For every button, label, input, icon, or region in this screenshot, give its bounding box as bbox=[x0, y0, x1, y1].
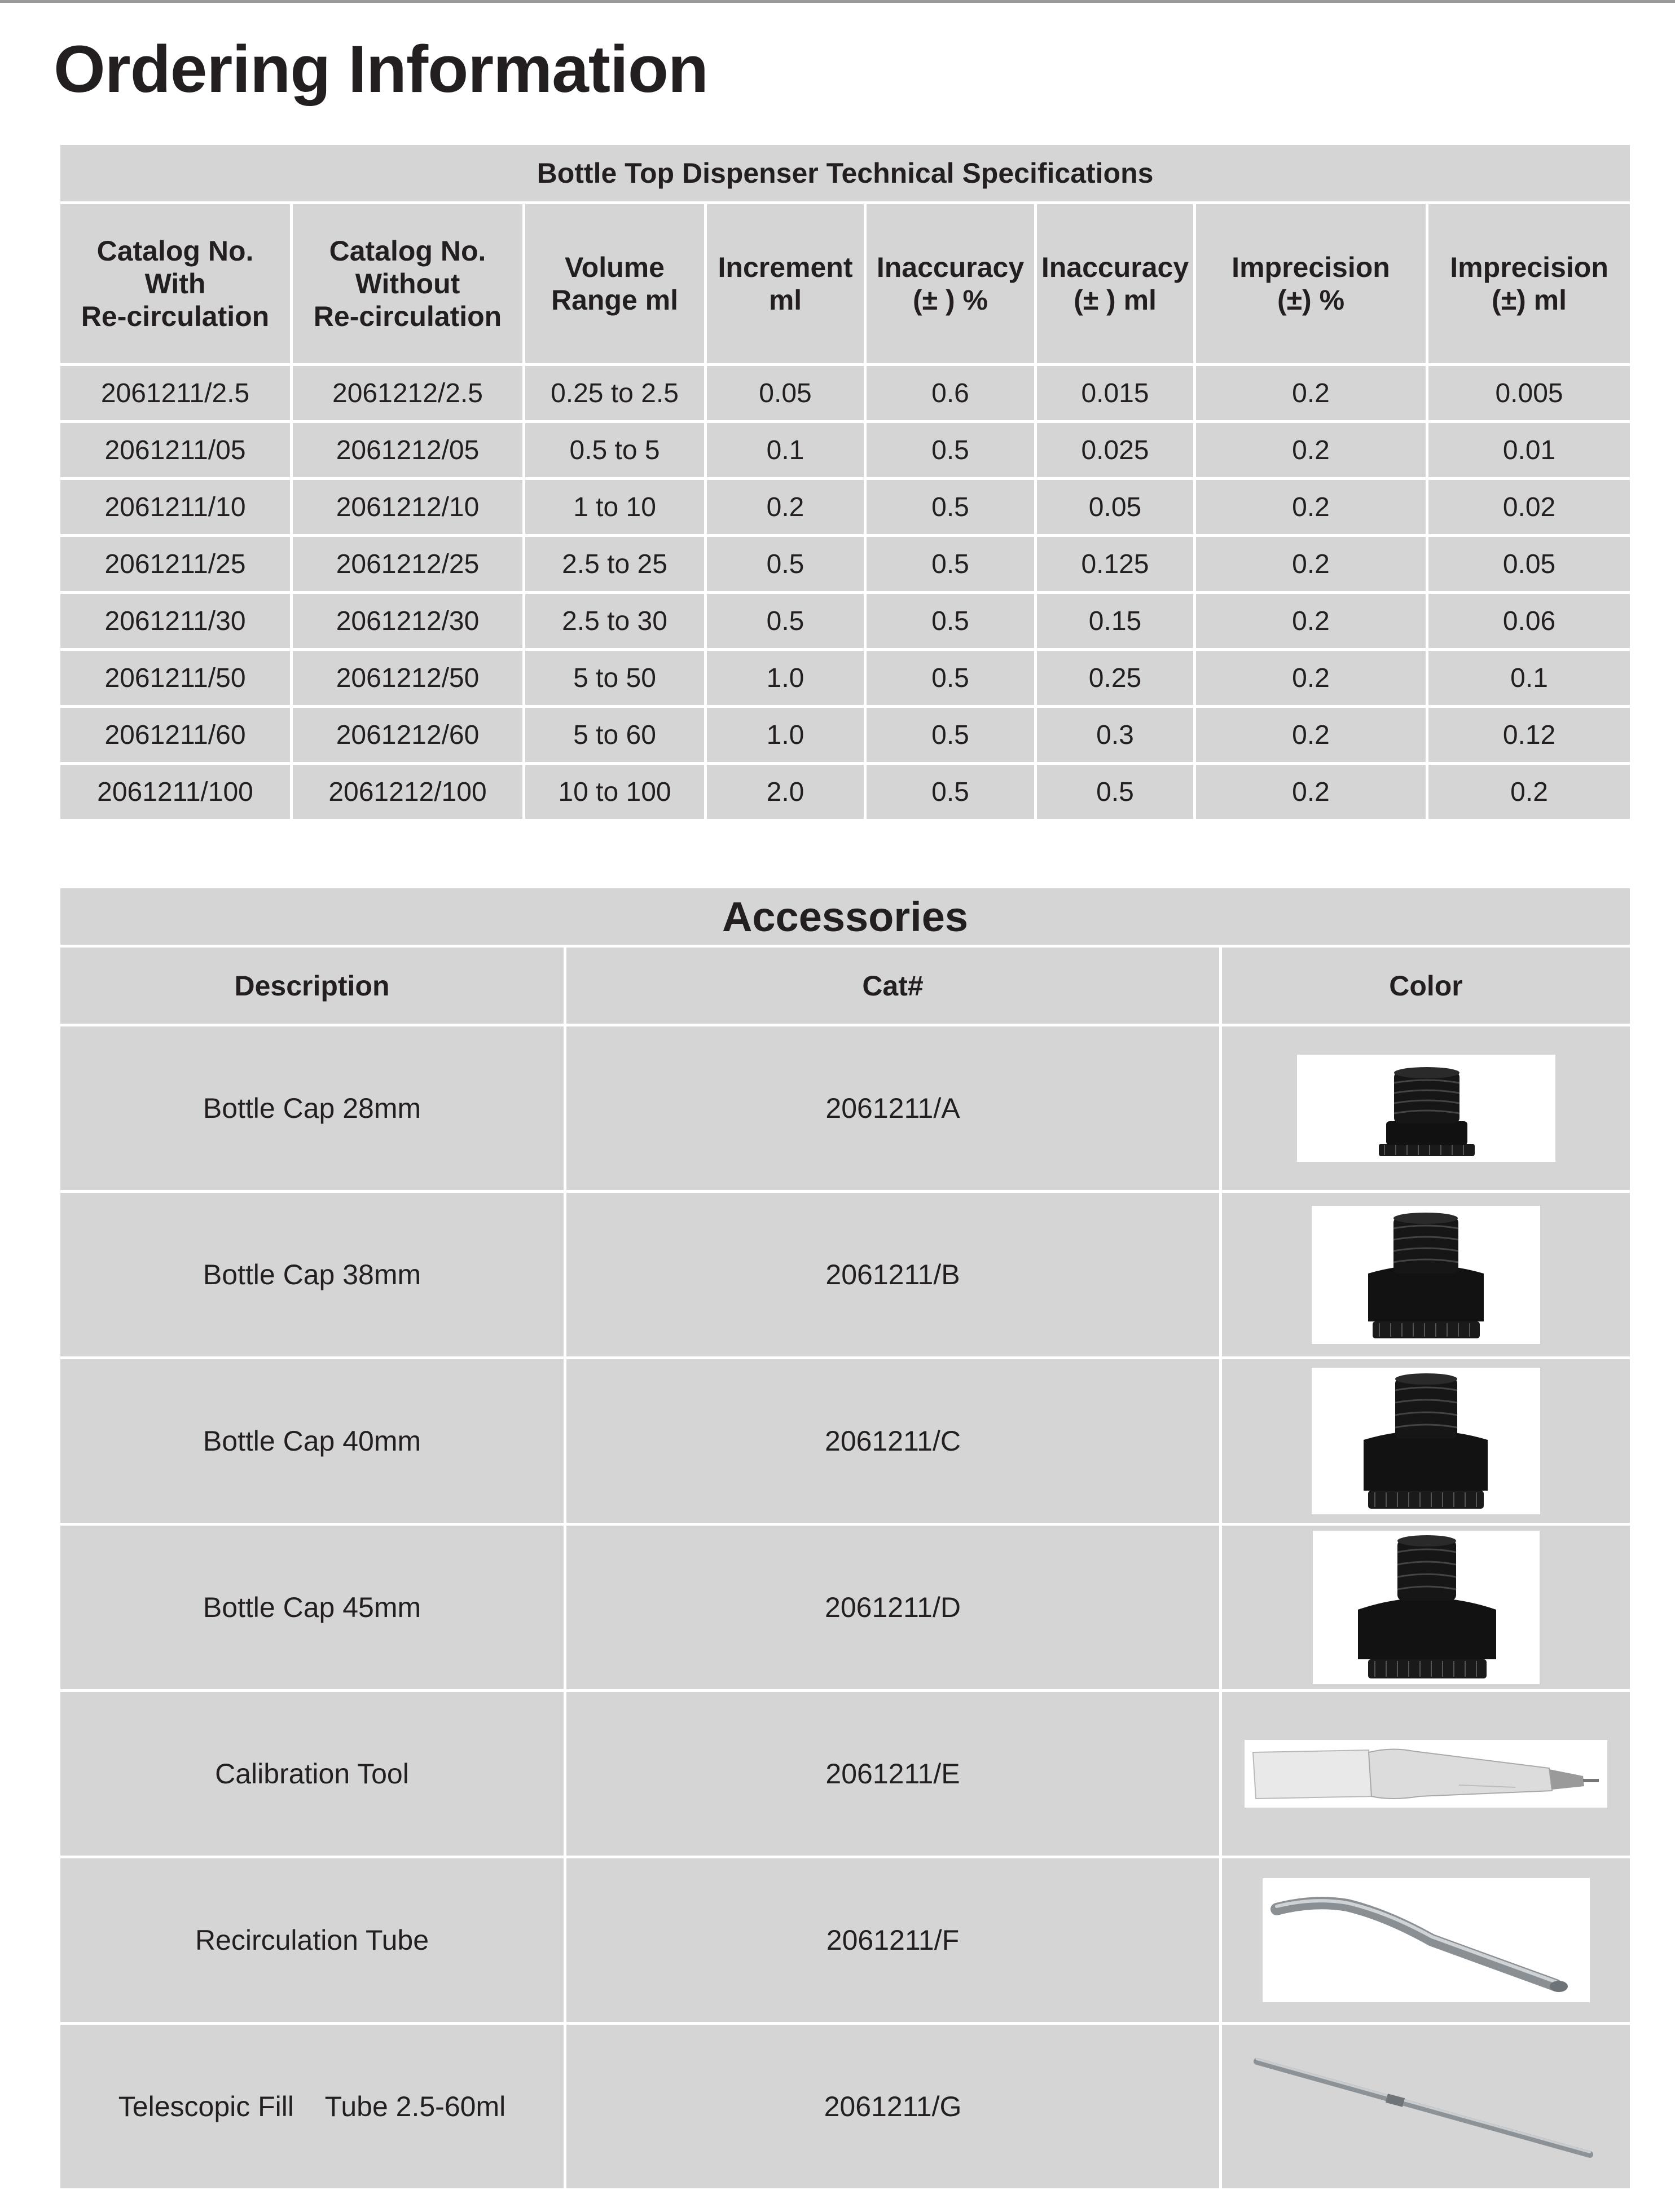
header-inaccuracy-percent: Inaccuracy (± ) % bbox=[865, 203, 1036, 365]
cell-catalog-with: 2061211/2.5 bbox=[59, 365, 292, 422]
cell-description: Telescopic Fill Tube 2.5-60ml bbox=[59, 2024, 565, 2190]
header-description: Description bbox=[59, 946, 565, 1025]
cell-cat: 2061211/G bbox=[565, 2024, 1221, 2190]
cell-inaccuracy-ml: 0.05 bbox=[1036, 479, 1195, 536]
cell-catalog-without: 2061212/25 bbox=[292, 536, 524, 593]
cell-color bbox=[1221, 1025, 1632, 1192]
cell-imprecision-percent: 0.2 bbox=[1195, 422, 1427, 479]
header-imprecision-percent: Imprecision (±) % bbox=[1195, 203, 1427, 365]
cell-catalog-without: 2061212/50 bbox=[292, 650, 524, 707]
header-imprecision-ml: Imprecision (±) ml bbox=[1427, 203, 1632, 365]
cell-increment: 0.5 bbox=[706, 536, 865, 593]
header-cat: Cat# bbox=[565, 946, 1221, 1025]
header-increment: Increment ml bbox=[706, 203, 865, 365]
cell-volume-range: 0.5 to 5 bbox=[524, 422, 706, 479]
page-title: Ordering Information bbox=[54, 32, 708, 107]
header-volume-range: Volume Range ml bbox=[524, 203, 706, 365]
cell-volume-range: 2.5 to 30 bbox=[524, 593, 706, 650]
cell-inaccuracy-percent: 0.5 bbox=[865, 422, 1036, 479]
cell-inaccuracy-ml: 0.5 bbox=[1036, 764, 1195, 821]
cell-inaccuracy-percent: 0.5 bbox=[865, 593, 1036, 650]
table-row bbox=[59, 1524, 1632, 1691]
spec-table-caption: Bottle Top Dispenser Technical Specifications bbox=[59, 144, 1632, 203]
cell-imprecision-percent: 0.2 bbox=[1195, 764, 1427, 821]
cell-increment: 2.0 bbox=[706, 764, 865, 821]
table-row bbox=[59, 1691, 1632, 1857]
telescopic-fill-tube-image bbox=[1246, 2042, 1607, 2171]
cell-inaccuracy-percent: 0.5 bbox=[865, 707, 1036, 764]
cell-volume-range: 2.5 to 25 bbox=[524, 536, 706, 593]
table-row bbox=[59, 1192, 1632, 1358]
cell-catalog-without: 2061212/2.5 bbox=[292, 365, 524, 422]
cell-description: Bottle Cap 28mm bbox=[59, 1025, 565, 1192]
cell-catalog-without: 2061212/60 bbox=[292, 707, 524, 764]
recirculation-tube-image bbox=[1263, 1878, 1590, 2002]
cell-volume-range: 1 to 10 bbox=[524, 479, 706, 536]
cell-imprecision-ml: 0.01 bbox=[1427, 422, 1632, 479]
cell-catalog-with: 2061211/100 bbox=[59, 764, 292, 821]
bottle-cap-40-image bbox=[1312, 1368, 1540, 1514]
cell-inaccuracy-percent: 0.5 bbox=[865, 536, 1036, 593]
bottle-cap-38-image bbox=[1312, 1206, 1540, 1344]
cell-catalog-with: 2061211/25 bbox=[59, 536, 292, 593]
cell-inaccuracy-ml: 0.125 bbox=[1036, 536, 1195, 593]
table-row bbox=[59, 536, 1632, 593]
table-row bbox=[59, 764, 1632, 821]
cell-inaccuracy-ml: 0.3 bbox=[1036, 707, 1195, 764]
cell-cat: 2061211/B bbox=[565, 1192, 1221, 1358]
cell-cat: 2061211/C bbox=[565, 1358, 1221, 1524]
cell-inaccuracy-percent: 0.6 bbox=[865, 365, 1036, 422]
table-row bbox=[59, 2024, 1632, 2190]
cell-catalog-with: 2061211/30 bbox=[59, 593, 292, 650]
cell-cat: 2061211/A bbox=[565, 1025, 1221, 1192]
cell-cat: 2061211/E bbox=[565, 1691, 1221, 1857]
table-row bbox=[59, 365, 1632, 422]
cell-catalog-with: 2061211/50 bbox=[59, 650, 292, 707]
cell-imprecision-ml: 0.05 bbox=[1427, 536, 1632, 593]
cell-volume-range: 5 to 60 bbox=[524, 707, 706, 764]
cell-increment: 1.0 bbox=[706, 707, 865, 764]
table-row bbox=[59, 593, 1632, 650]
accessories-header-row bbox=[59, 946, 1632, 1025]
cell-inaccuracy-percent: 0.5 bbox=[865, 650, 1036, 707]
cell-imprecision-percent: 0.2 bbox=[1195, 536, 1427, 593]
cell-color bbox=[1221, 1857, 1632, 2024]
cell-description: Calibration Tool bbox=[59, 1691, 565, 1857]
cell-imprecision-ml: 0.2 bbox=[1427, 764, 1632, 821]
cell-imprecision-percent: 0.2 bbox=[1195, 707, 1427, 764]
cell-increment: 0.05 bbox=[706, 365, 865, 422]
cell-imprecision-ml: 0.02 bbox=[1427, 479, 1632, 536]
table-row bbox=[59, 650, 1632, 707]
cell-catalog-with: 2061211/60 bbox=[59, 707, 292, 764]
cell-volume-range: 5 to 50 bbox=[524, 650, 706, 707]
cell-imprecision-percent: 0.2 bbox=[1195, 479, 1427, 536]
header-catalog-without: Catalog No. Without Re-circulation bbox=[292, 203, 524, 365]
cell-increment: 0.1 bbox=[706, 422, 865, 479]
cell-imprecision-percent: 0.2 bbox=[1195, 650, 1427, 707]
cell-description: Recirculation Tube bbox=[59, 1857, 565, 2024]
cell-imprecision-ml: 0.12 bbox=[1427, 707, 1632, 764]
header-inaccuracy-ml: Inaccuracy (± ) ml bbox=[1036, 203, 1195, 365]
cell-color bbox=[1221, 2024, 1632, 2190]
cell-catalog-with: 2061211/05 bbox=[59, 422, 292, 479]
cell-description: Bottle Cap 40mm bbox=[59, 1358, 565, 1524]
accessories-table bbox=[58, 885, 1633, 2191]
header-color: Color bbox=[1221, 946, 1632, 1025]
spec-header-row bbox=[59, 203, 1632, 365]
header-catalog-with: Catalog No. With Re-circulation bbox=[59, 203, 292, 365]
cell-increment: 1.0 bbox=[706, 650, 865, 707]
cell-description: Bottle Cap 45mm bbox=[59, 1524, 565, 1691]
spec-table bbox=[58, 142, 1633, 822]
cell-inaccuracy-ml: 0.025 bbox=[1036, 422, 1195, 479]
cell-imprecision-ml: 0.1 bbox=[1427, 650, 1632, 707]
cell-color bbox=[1221, 1524, 1632, 1691]
table-row bbox=[59, 422, 1632, 479]
cell-increment: 0.2 bbox=[706, 479, 865, 536]
cell-color bbox=[1221, 1358, 1632, 1524]
cell-imprecision-ml: 0.06 bbox=[1427, 593, 1632, 650]
cell-color bbox=[1221, 1192, 1632, 1358]
table-row bbox=[59, 1025, 1632, 1192]
top-rule bbox=[0, 0, 1675, 3]
table-row bbox=[59, 707, 1632, 764]
cell-catalog-without: 2061212/30 bbox=[292, 593, 524, 650]
cell-inaccuracy-percent: 0.5 bbox=[865, 479, 1036, 536]
calibration-tool-image bbox=[1245, 1740, 1607, 1808]
cell-cat: 2061211/D bbox=[565, 1524, 1221, 1691]
cell-inaccuracy-ml: 0.15 bbox=[1036, 593, 1195, 650]
cell-inaccuracy-percent: 0.5 bbox=[865, 764, 1036, 821]
bottle-cap-28-image bbox=[1297, 1055, 1555, 1162]
table-row bbox=[59, 1358, 1632, 1524]
cell-catalog-with: 2061211/10 bbox=[59, 479, 292, 536]
cell-inaccuracy-ml: 0.015 bbox=[1036, 365, 1195, 422]
cell-imprecision-percent: 0.2 bbox=[1195, 365, 1427, 422]
cell-color bbox=[1221, 1691, 1632, 1857]
table-row bbox=[59, 479, 1632, 536]
cell-imprecision-ml: 0.005 bbox=[1427, 365, 1632, 422]
cell-imprecision-percent: 0.2 bbox=[1195, 593, 1427, 650]
cell-volume-range: 0.25 to 2.5 bbox=[524, 365, 706, 422]
cell-catalog-without: 2061212/10 bbox=[292, 479, 524, 536]
bottle-cap-45-image bbox=[1313, 1531, 1540, 1684]
cell-catalog-without: 2061212/100 bbox=[292, 764, 524, 821]
cell-cat: 2061211/F bbox=[565, 1857, 1221, 2024]
cell-catalog-without: 2061212/05 bbox=[292, 422, 524, 479]
cell-description: Bottle Cap 38mm bbox=[59, 1192, 565, 1358]
cell-increment: 0.5 bbox=[706, 593, 865, 650]
cell-volume-range: 10 to 100 bbox=[524, 764, 706, 821]
table-row bbox=[59, 1857, 1632, 2024]
accessories-title: Accessories bbox=[59, 887, 1632, 946]
cell-inaccuracy-ml: 0.25 bbox=[1036, 650, 1195, 707]
